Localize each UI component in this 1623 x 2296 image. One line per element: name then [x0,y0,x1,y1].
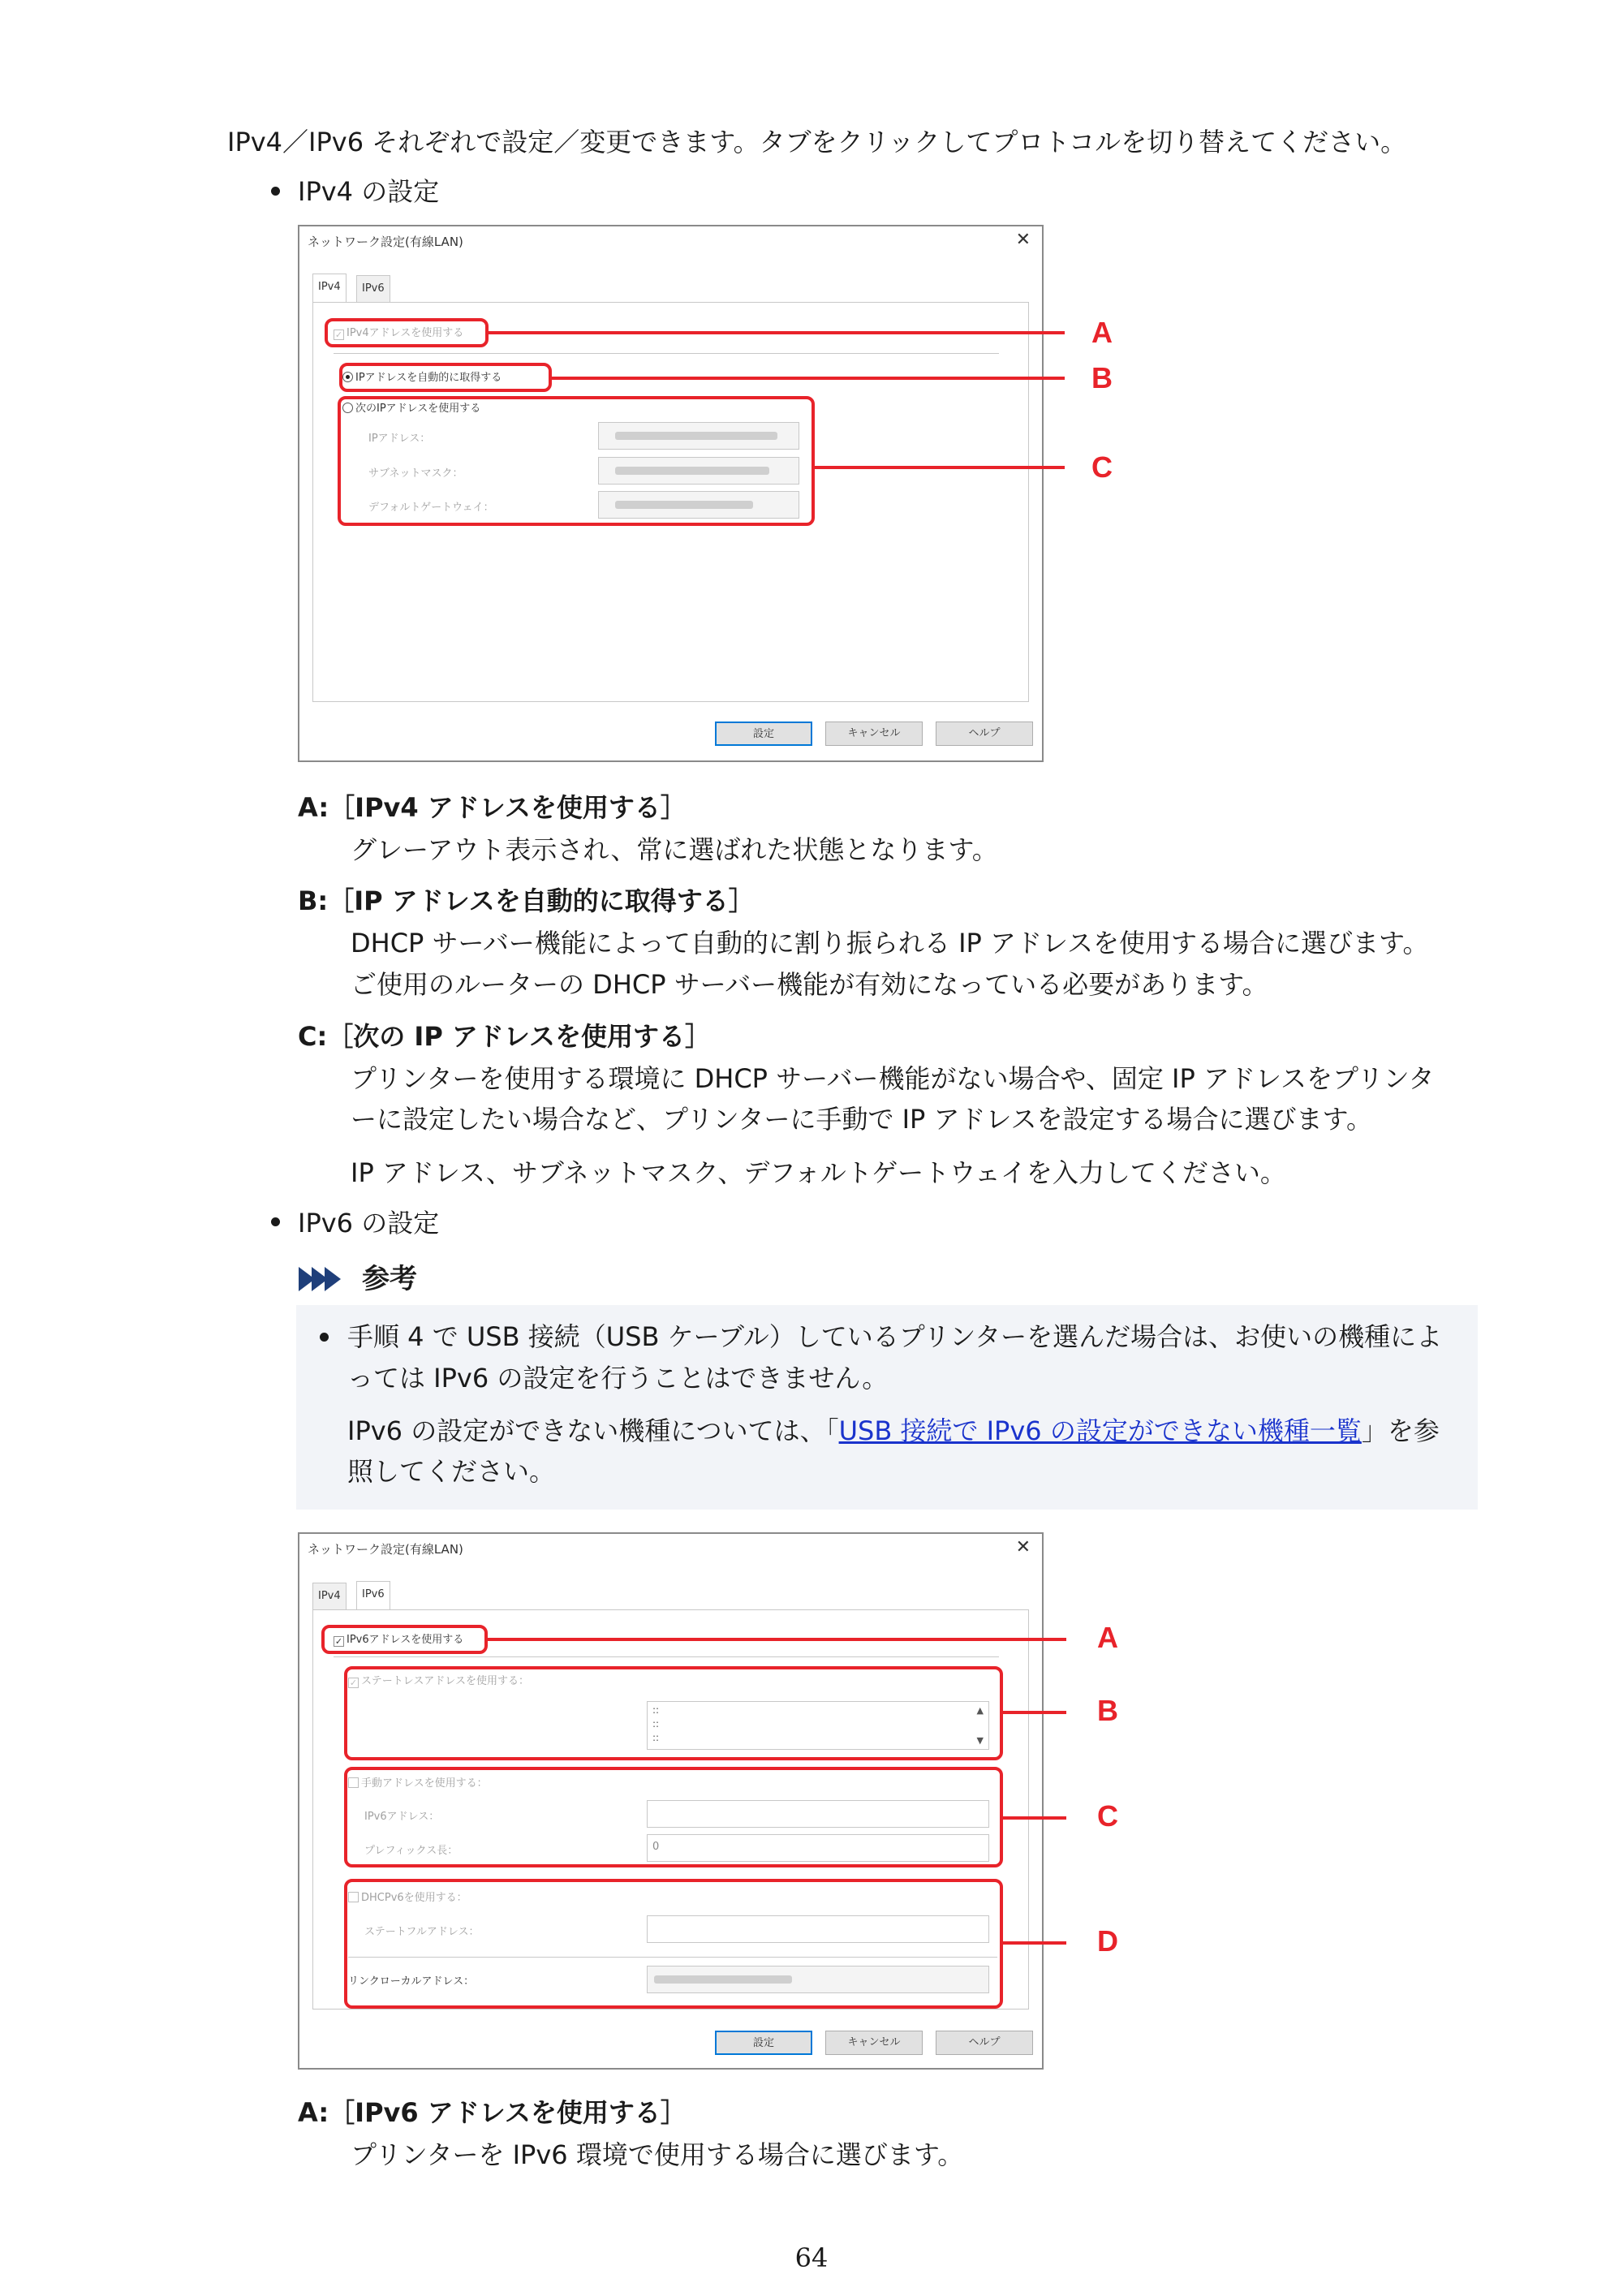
term-a-ipv6: A:［IPv6 アドレスを使用する］ [298,2097,687,2128]
use-ipv6-label: IPv6アドレスを使用する [347,1634,464,1646]
desc-a-ipv6: プリンターを IPv6 環境で使用する場合に選びます。 [351,2139,964,2170]
bullet [271,187,280,196]
callout-line-c [815,466,1065,469]
callout-box-c [344,1767,1003,1867]
link-local-label: リンクローカルアドレス： [348,1975,475,1988]
callout-box-c [338,396,815,526]
desc-b-1: DHCP サーバー機能によって自動的に割り振られる IP アドレスを使用する場合に選びます。 [351,928,1429,958]
note-text: IPv6 の設定ができない機種については、「 [347,1415,839,1446]
close-icon[interactable]: ✕ [1015,1537,1031,1557]
ipv6-heading: IPv6 の設定 [298,1208,440,1238]
callout-line-c [1003,1816,1066,1820]
gateway-label: デフォルトゲートウェイ： [368,502,494,514]
marker-c: C [1097,1799,1118,1833]
note-text: 」を参 [1361,1415,1440,1446]
stateless-value: :: [652,1704,660,1716]
close-icon[interactable]: ✕ [1015,230,1031,250]
divider [334,353,999,354]
callout-box-b [344,1666,1003,1760]
ipv6-address-label: IPv6アドレス： [364,1811,440,1823]
callout-box-a [321,1625,488,1654]
term-a: A:［IPv4 アドレスを使用する］ [298,792,687,823]
note-line-3 [347,1412,1440,1450]
callout-box-b [339,363,552,392]
callout-box-a [325,318,489,347]
desc-a: グレーアウト表示され、常に選ばれた状態となります。 [351,834,998,865]
callout-line-d [1003,1941,1066,1945]
stateless-value: :: [652,1718,660,1730]
divider [334,1656,999,1657]
note-title: 参考 [362,1263,417,1295]
use-ipv4-label: IPv4アドレスを使用する [347,327,464,339]
marker-d: D [1097,1924,1118,1958]
stateful-address-label: ステートフルアドレス： [364,1926,480,1938]
manual-address-label: 手動アドレスを使用する： [361,1777,488,1790]
desc-c-2: ーに設定したい場合など、プリンターに手動で IP アドレスを設定する場合に選びます。 [351,1104,1373,1135]
tab-ipv4[interactable]: IPv4 [312,274,347,303]
ipv4-heading: IPv4 の設定 [298,176,440,207]
note-line-1: 手順 4 で USB 接続（USB ケーブル）しているプリンターを選んだ場合は、お使いの機種によ [347,1321,1443,1352]
term-c: C:［次の IP アドレスを使用する］ [298,1021,711,1052]
cancel-button[interactable]: キャンセル [825,722,923,746]
callout-line-a [488,1638,1066,1641]
tab-ipv6[interactable]: IPv6 [356,275,390,303]
callout-box-d [344,1879,1003,2009]
note-line-2: っては IPv6 の設定を行うことはできません。 [347,1363,889,1394]
tab-ipv4[interactable]: IPv4 [312,1583,347,1610]
unsupported-models-link[interactable]: USB 接続で IPv6 の設定ができない機種一覧 [838,1415,1362,1446]
cancel-button[interactable]: キャンセル [825,2031,923,2055]
ip-label: IPアドレス： [368,433,431,445]
callout-line-b [552,377,1065,380]
marker-a: A [1091,316,1113,349]
tab-ipv6[interactable]: IPv6 [356,1581,390,1610]
subnet-label: サブネットマスク： [368,467,463,480]
dhcpv6-label: DHCPv6を使用する： [361,1892,467,1904]
scroll-down-icon[interactable]: ▼ [976,1735,984,1746]
marker-b: B [1097,1694,1118,1727]
note-line-4: 照してください。 [347,1456,556,1487]
bullet [271,1217,280,1226]
prefix-length-label: プレフィックス長： [364,1845,458,1857]
ok-button[interactable]: 設定 [715,722,812,746]
marker-a: A [1097,1621,1118,1654]
page-number: 64 [794,2242,829,2273]
auto-ip-label: IPアドレスを自動的に取得する [355,372,502,384]
marker-c: C [1091,450,1113,484]
callout-line-a [489,331,1065,334]
note-chevron-icon [325,1267,341,1291]
prefix-length-value: 0 [652,1841,660,1853]
intro-text: IPv4／IPv6 それぞれで設定／変更できます。タブをクリックしてプロトコルを切り替えてください。 [227,127,1407,157]
manual-ip-label: 次のIPアドレスを使用する [355,403,481,415]
desc-b-2: ご使用のルーターの DHCP サーバー機能が有効になっている必要があります。 [351,969,1268,1000]
stateless-label: ステートレスアドレスを使用する： [361,1675,529,1687]
bullet [320,1333,329,1342]
dialog-title: ネットワーク設定(有線LAN) [308,235,463,249]
help-button[interactable]: ヘルプ [936,722,1033,746]
help-button[interactable]: ヘルプ [936,2031,1033,2055]
dialog-title: ネットワーク設定(有線LAN) [308,1542,463,1557]
desc-c-3: IP アドレス、サブネットマスク、デフォルトゲートウェイを入力してください。 [351,1157,1286,1188]
desc-c-1: プリンターを使用する環境に DHCP サーバー機能がない場合や、固定 IP アドレスをプリンタ [351,1063,1435,1094]
callout-line-b [1003,1711,1066,1714]
checkbox-icon: ✓ [349,1678,358,1688]
scroll-up-icon[interactable]: ▲ [976,1705,984,1716]
ok-button[interactable]: 設定 [715,2031,812,2055]
term-b: B:［IP アドレスを自動的に取得する］ [298,885,755,916]
checkbox-icon: ✓ [334,330,343,340]
stateless-value: :: [652,1732,660,1743]
marker-b: B [1091,361,1113,394]
checkbox-checked-icon: ✓ [334,1636,343,1647]
